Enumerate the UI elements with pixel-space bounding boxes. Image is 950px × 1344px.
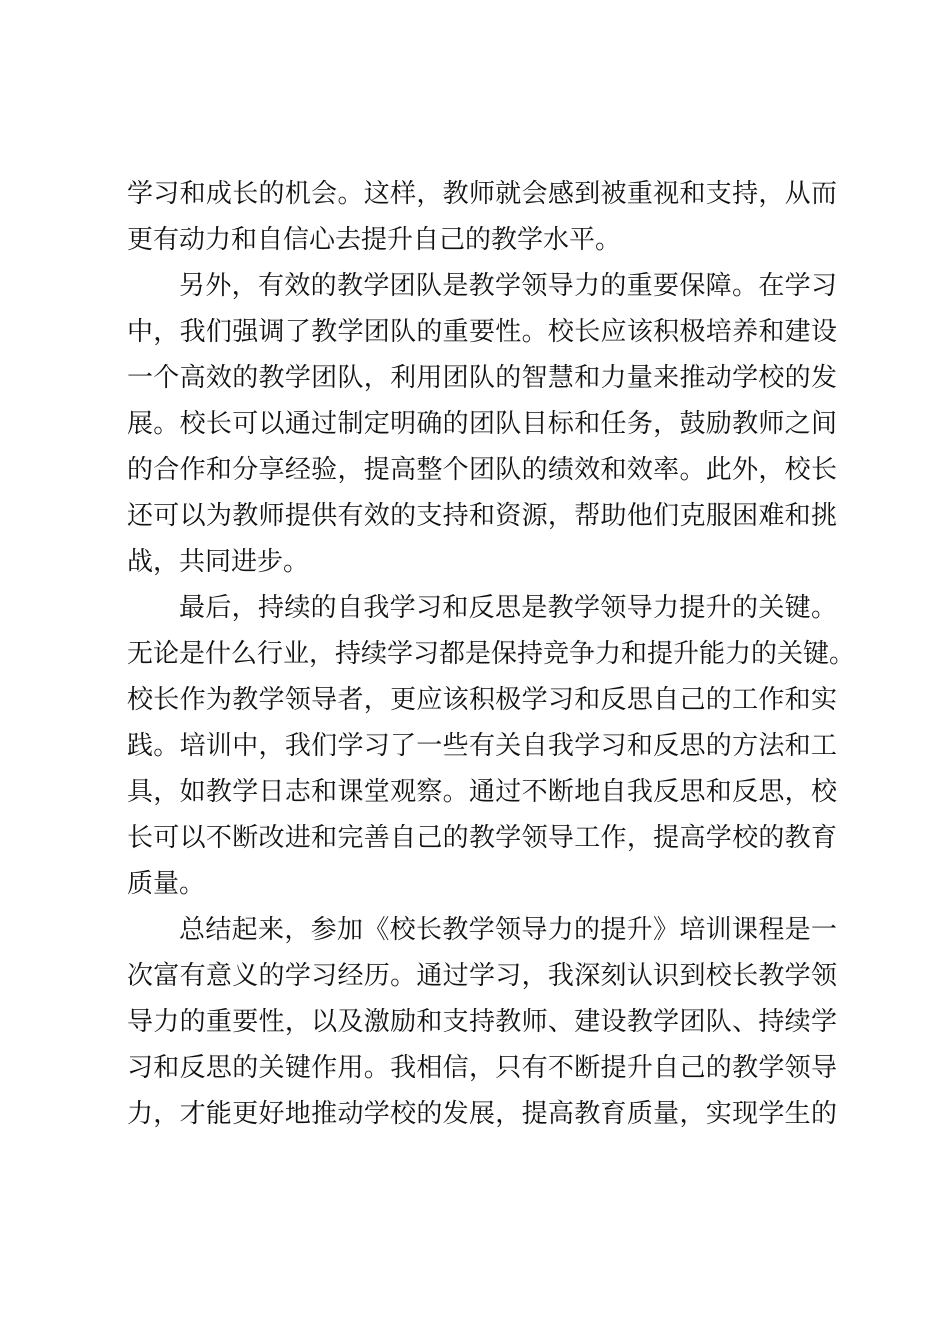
text-line: 质量。 [127,869,206,899]
text-line: 无论是什么行业，持续学习都是保持竞争力和提升能力的关键。 [127,639,856,669]
text-line: 一个高效的教学团队，利用团队的智慧和力量来推动学校的发 [127,363,837,393]
text-line: 的合作和分享经验，提高整个团队的绩效和效率。此外，校长 [127,455,837,485]
text-line: 学习和成长的机会。这样，教师就会感到被重视和支持，从而 [127,179,837,209]
text-line: 导力的重要性，以及激励和支持教师、建设教学团队、持续学 [127,1007,837,1037]
paragraph-start-line: 总结起来，参加《校长教学领导力的提升》培训课程是一 [179,915,837,945]
text-line: 践。培训中，我们学习了一些有关自我学习和反思的方法和工 [127,731,837,761]
text-line: 具，如教学日志和课堂观察。通过不断地自我反思和反思，校 [127,777,837,807]
text-line: 习和反思的关键作用。我相信，只有不断提升自己的教学领导 [127,1053,837,1083]
paragraph-start-line: 最后，持续的自我学习和反思是教学领导力提升的关键。 [179,593,837,623]
text-line: 战，共同进步。 [127,547,310,577]
paragraph-start-line: 另外，有效的教学团队是教学领导力的重要保障。在学习 [179,271,837,301]
text-line: 次富有意义的学习经历。通过学习，我深刻认识到校长教学领 [127,961,837,991]
text-line: 展。校长可以通过制定明确的团队目标和任务，鼓励教师之间 [127,409,837,439]
text-line: 长可以不断改进和完善自己的教学领导工作，提高学校的教育 [127,823,837,853]
text-line: 中，我们强调了教学团队的重要性。校长应该积极培养和建设 [127,317,837,347]
text-line: 力，才能更好地推动学校的发展，提高教育质量，实现学生的 [127,1099,837,1129]
text-line: 还可以为教师提供有效的支持和资源，帮助他们克服困难和挑 [127,501,837,531]
text-line: 校长作为教学领导者，更应该积极学习和反思自己的工作和实 [127,685,837,715]
text-line: 更有动力和自信心去提升自己的教学水平。 [127,225,622,255]
